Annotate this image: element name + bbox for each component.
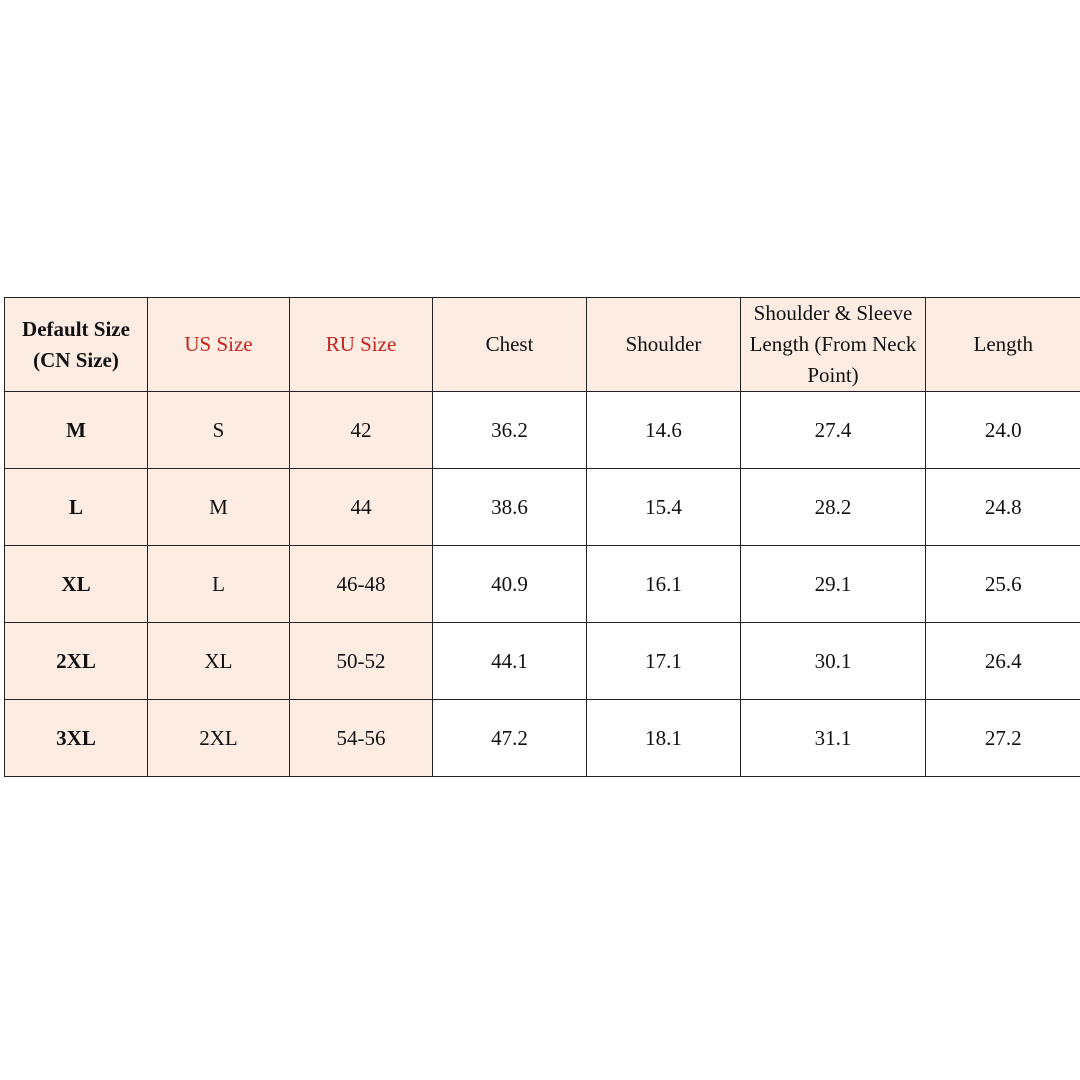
- header-chest: Chest: [433, 298, 587, 392]
- header-default-size: Default Size (CN Size): [5, 298, 148, 392]
- header-us-size: US Size: [148, 298, 290, 392]
- cell-chest: 44.1: [433, 623, 587, 700]
- cell-cn-size: XL: [5, 546, 148, 623]
- table-row: [5, 623, 1080, 700]
- cell-cn-size: M: [5, 392, 148, 469]
- cell-cn-size: 3XL: [5, 700, 148, 777]
- cell-sleeve-length: 30.1: [741, 623, 926, 700]
- cell-chest: 47.2: [433, 700, 587, 777]
- cell-sleeve-length: 29.1: [741, 546, 926, 623]
- cell-shoulder: 14.6: [587, 392, 741, 469]
- cell-us-size: L: [148, 546, 290, 623]
- cell-sleeve-length: 27.4: [741, 392, 926, 469]
- cell-ru-size: 46-48: [290, 546, 433, 623]
- size-chart-table: [4, 297, 1080, 777]
- cell-ru-size: 42: [290, 392, 433, 469]
- cell-shoulder: 17.1: [587, 623, 741, 700]
- table-row: [5, 700, 1080, 777]
- cell-cn-size: L: [5, 469, 148, 546]
- cell-sleeve-length: 28.2: [741, 469, 926, 546]
- table-row: [5, 392, 1080, 469]
- cell-us-size: M: [148, 469, 290, 546]
- cell-ru-size: 50-52: [290, 623, 433, 700]
- table-row: [5, 546, 1080, 623]
- cell-sleeve-length: 31.1: [741, 700, 926, 777]
- cell-ru-size: 54-56: [290, 700, 433, 777]
- cell-length: 24.0: [926, 392, 1080, 469]
- header-ru-size: RU Size: [290, 298, 433, 392]
- cell-us-size: XL: [148, 623, 290, 700]
- header-sleeve-length: Shoulder & Sleeve Length (From Neck Point): [741, 298, 926, 392]
- cell-shoulder: 16.1: [587, 546, 741, 623]
- cell-us-size: S: [148, 392, 290, 469]
- cell-shoulder: 15.4: [587, 469, 741, 546]
- cell-chest: 36.2: [433, 392, 587, 469]
- cell-length: 25.6: [926, 546, 1080, 623]
- header-row: [5, 298, 1080, 392]
- header-shoulder: Shoulder: [587, 298, 741, 392]
- header-length: Length: [926, 298, 1080, 392]
- cell-chest: 40.9: [433, 546, 587, 623]
- cell-cn-size: 2XL: [5, 623, 148, 700]
- cell-chest: 38.6: [433, 469, 587, 546]
- table-row: [5, 469, 1080, 546]
- cell-us-size: 2XL: [148, 700, 290, 777]
- cell-length: 26.4: [926, 623, 1080, 700]
- cell-ru-size: 44: [290, 469, 433, 546]
- cell-length: 27.2: [926, 700, 1080, 777]
- cell-length: 24.8: [926, 469, 1080, 546]
- cell-shoulder: 18.1: [587, 700, 741, 777]
